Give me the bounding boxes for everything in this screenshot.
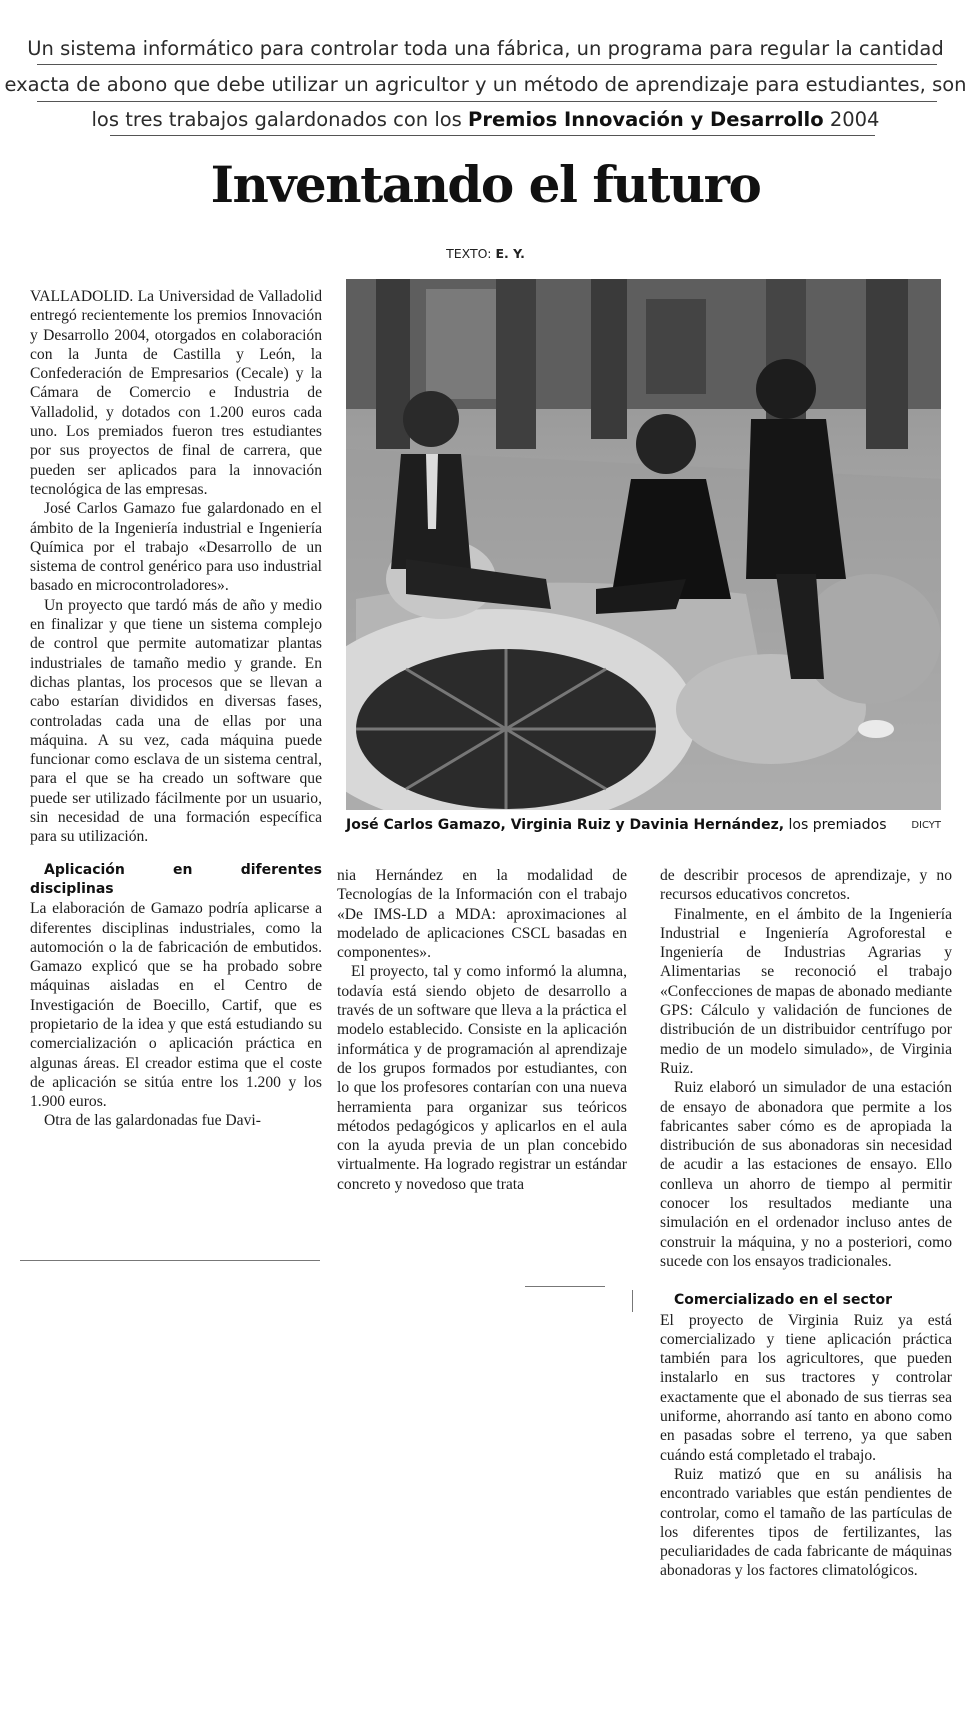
paragraph: Otra de las galardonadas fue Davi-: [44, 1112, 261, 1130]
column-end-rule: [525, 1286, 605, 1287]
photo-credit: DICYT: [911, 820, 941, 831]
deck-line-3: [0, 108, 971, 131]
caption-names: José Carlos Gamazo, Virginia Ruiz y Davinia Hernández,: [346, 817, 785, 833]
paragraph: Un proyecto que tardó más de año y medio en finalizar y que tiene un sistema complejo de control que permite automatizar plantas industriales de tamaño medio y grande. En dichas plantas, los procesos que se llevan a cabo estarían divididos en diversas fases, controladas cada una de ellas por una máquina. A su vez, cada máquina puede funcionar como esclava de un sistema central, para el que se ha creado un software que puede ser utilizado fácilmente por un usuario, sin necesidad de una formación específica para su utilización.: [30, 596, 322, 846]
headline: Inventando el futuro: [210, 155, 761, 214]
deck-line-3-text: los tres trabajos galardonados con los: [91, 108, 469, 131]
paragraph: Finalmente, en el ámbito de la Ingeniería Industrial e Ingeniería Agroforestal e Ingeniería de Industrias Agrarias y Alimentarias se reconoció el trabajo «Confecciones de mapas de abonado mediante GPS: Cálculo y validación de funciones de distribución de un distribuidor centrífugo por medio de un modelo simulado», de Virginia Ruiz.: [660, 905, 952, 1077]
paragraph: de describir procesos de aprendizaje, y no recursos educativos concretos.: [660, 867, 952, 904]
news-photo: [346, 279, 941, 810]
paragraph: nia Hernández en la modalidad de Tecnologías de la Información con el trabajo «De IMS-LD a MDA: aproximaciones al modelado de aplicaciones CSCL basadas en componentes».: [337, 867, 627, 962]
paragraph: VALLADOLID. La Universidad de Valladolid entregó recientemente los premios Innovación y Desarrollo 2004, otorgados en colaboración con la Junta de Castilla y León, la Confederación de Empresarios (Cecale) y la Cámara de Comercio e Industria de Valladolid, y dotados con 1.200 euros cada uno. Los premiados fueron tres estudiantes por sus proyectos de final de carrera, que pueden ser aplicados para la innovación tecnológica de las empresas.: [30, 288, 322, 498]
deck-rule: [110, 135, 875, 136]
deck-rule: [37, 101, 937, 102]
paragraph: Ruiz matizó que en su análisis ha encontrado variables que están pendientes de controlar, como el tamaño de las partículas de los diferentes tipos de fertilizantes, las peculiaridades de cada fabricante de máquinas abonadoras y los factores climatológicos.: [660, 1465, 952, 1580]
deck-award-name: Premios Innovación y Desarrollo: [468, 108, 824, 131]
column-divider: [632, 1290, 633, 1312]
byline-author: E. Y.: [495, 246, 525, 261]
deck-rule: [37, 64, 937, 65]
paragraph: Ruiz elaboró un simulador de una estación de ensayo de abonadora que permite a los fabricantes saber cómo es de apropiada la distribución de sus abonadoras sin necesidad de acudir a las estaciones de ensayo. Ello conlleva un ahorro de tiempo al permitir conocer los resultados mediante una simulación en el ordenador incluso antes de construir la máquina, y no a posteriori, como sucede con los ensayos tradicionales.: [660, 1079, 952, 1270]
subheading: Aplicación en diferentes disciplinas: [30, 861, 322, 897]
paragraph: El proyecto de Virginia Ruiz ya está comercializado y tiene aplicación práctica también para los agricultores, que pueden instalarlo en sus tractores y controlar exactamente que el abonado de sus tierras sea uniforme, ahorrando así tanto en abono como en pasadas sobre el terreno, ya que saben cuándo está completado el trabajo.: [660, 1311, 952, 1464]
paragraph: La elaboración de Gamazo podría aplicarse a diferentes disciplinas industriales, como la automoción o la de fabricación de embutidos. Gamazo explicó que se ha probado sobre máquinas aisladas en el Centro de Investigación de Boecillo, Cartif, que es propietario de la idea y que está estudiando su comercialización o aplicación práctica en algunas áreas. El creador estima que el coste de aplicación se sitúa entre los 1.200 y los 1.900 euros.: [30, 900, 322, 1111]
deck-line-2: exacta de abono que debe utilizar un agricultor y un método de aprendizaje para estudiantes, son: [4, 73, 967, 96]
paragraph: El proyecto, tal y como informó la alumna, todavía está siendo objeto de desarrollo a través de un software que lleva a la práctica el modelo establecido. Consiste en la aplicación informática y de programación al aprendizaje de los grupos formados por estudiantes, con lo que los profesores contarían con una nueva herramienta para organizar sus teóricos métodos pedagógicos y aplicarlos en el aula con la ayuda previa de un plan concebido virtualmente. Ha logrado registrar un estándar concreto y novedoso que trata: [337, 963, 627, 1193]
caption-rest: los premiados: [784, 817, 887, 833]
column-end-rule: [20, 1260, 320, 1261]
deck-line-1: Un sistema informático para controlar toda una fábrica, un programa para regular la cantidad: [27, 37, 944, 60]
photo-caption: [346, 817, 941, 833]
photo-illustration: [346, 279, 941, 810]
column-2: [337, 866, 627, 1194]
subheading: Comercializado en el sector: [674, 1292, 892, 1309]
deck-award-year: 2004: [823, 108, 880, 131]
byline-label: TEXTO:: [446, 246, 496, 261]
paragraph: José Carlos Gamazo fue galardonado en el ámbito de la Ingeniería industrial e Ingeniería Química por el trabajo «Desarrollo de un sistema de control genérico para uso industrial basado en microcontroladores».: [30, 500, 322, 595]
column-3: [660, 866, 952, 1581]
column-1: [30, 287, 322, 1131]
byline: [0, 246, 971, 261]
